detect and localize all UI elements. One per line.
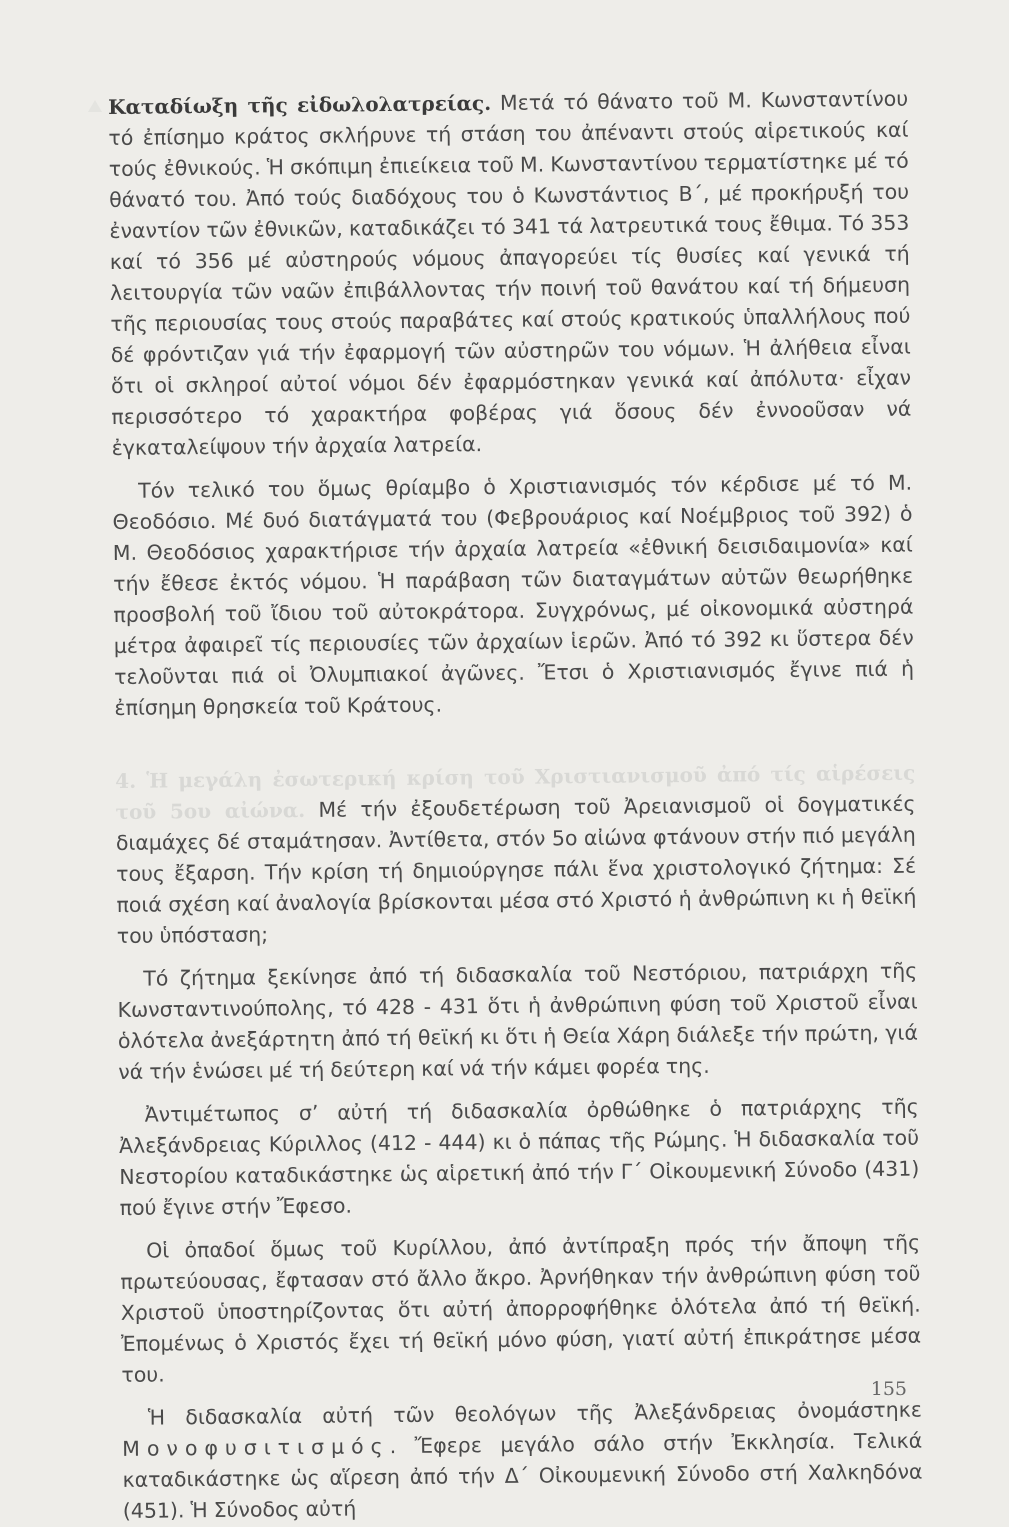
paragraph-text: Μέ τήν ἐξουδετέρωση τοῦ Ἀρειανισμοῦ οἱ δογματικές διαμάχες δέ σταμάτησαν. Ἀντίθετα, στόν 5ο αἰώνα φτάνουν στήν πιό μεγάλη τους ἔξαρση. Τήν κρίση τή δημιούργησε πάλι ἕνα χριστολογικό ζήτημα: Σέ ποιά σχέση καί ἀναλογία βρίσκονται μέσα στό Χριστό ἡ ἀνθρώπινη κι ἡ θεϊκή του ὑπόσταση;	[115, 791, 917, 948]
paragraph-theodosius	[112, 468, 915, 724]
paragraph-monophysitism	[122, 1395, 923, 1527]
spaced-term: Μονοφυσιτισμός	[122, 1434, 390, 1461]
paragraph-text: Οἱ ὀπαδοί ὅμως τοῦ Κυρίλλου, ἀπό ἀντίπραξη πρός τήν ἄποψη τῆς πρωτεύουσας, ἔφτασαν στό ἄλλο ἄκρο. Ἀρνήθηκαν τήν ἀνθρώπινη φύση τοῦ Χριστοῦ ὑποστηρίζοντας ὅτι αὐτή ἀπορροφήθηκε ὁλότελα ἀπό τή θεϊκή. Ἐπομένως ὁ Χριστός ἔχει τή θεϊκή μόνο φύση, γιατί αὐτή ἐπικράτησε μέσα του.	[120, 1230, 922, 1387]
faded-triangle-marker	[88, 100, 102, 112]
page-body	[108, 84, 923, 1527]
paragraph-text: Τό ζήτημα ξεκίνησε ἀπό τή διδασκαλία τοῦ Νεστόριου, πατριάρχη τῆς Κωνσταντινούπολης, τό 428 - 431 ὅτι ἡ ἀνθρώπινη φύση τοῦ Χριστοῦ εἶναι ὁλότελα ἀνεξάρτητη ἀπό τή θεϊκή κι ὅτι ἡ Θεία Χάρη διάλεξε τήν πρώτη, γιά νά τήν ἑνώσει μέ τή δεύτερη καί νά τήν κάμει φορέα της.	[117, 958, 919, 1084]
page-number: 155	[870, 1378, 907, 1400]
paragraph-text: Ἡ διδασκαλία αὐτή τῶν θεολόγων τῆς Ἀλεξάνδρειας ὀνομάστηκε	[147, 1397, 922, 1430]
paragraph-crisis	[115, 758, 917, 952]
paragraph-text: Ἀντιμέτωπος σ’ αὐτή τή διδασκαλία ὀρθώθηκε ὁ πατριάρχης τῆς Ἀλεξάνδρειας Κύριλλος (412 - 444) κι ὁ πάπας τῆς Ρώμης. Ἡ διδασκαλία τοῦ Νεστορίου καταδικάστηκε ὡς αἱρετική ἀπό τήν Γ΄ Οἰκουμενική Σύνοδο (431) πού ἔγινε στήν Ἔφεσο.	[118, 1094, 920, 1220]
paragraph-nestorius	[117, 956, 918, 1088]
section-heading-persecution: Καταδίωξη τῆς εἰδωλολατρείας.	[108, 90, 492, 119]
paragraph-text: . Ἔφερε μεγάλο σάλο στήν Ἐκκλησία. Τελικά καταδικάστηκε ὡς αἵρεση ἀπό τήν Δ΄ Οἰκουμενική Σύνοδο στή Χαλκηδόνα (451). Ἡ Σύνοδος αὐτή	[122, 1428, 923, 1523]
paragraph-followers	[120, 1228, 922, 1391]
paragraph-cyril	[119, 1092, 920, 1224]
paragraph-text: Τόν τελικό του ὅμως θρίαμβο ὁ Χριστιανισμός τόν κέρδισε μέ τό Μ. Θεοδόσιο. Μέ δυό διατάγματά του (Φεβρουάριος καί Νοέμβριος τοῦ 392) ὁ Μ. Θεοδόσιος χαρακτήρισε τήν ἀρχαία λατρεία «ἐθνική δεισιδαιμονία» καί τήν ἔθεσε ἐκτός νόμου. Ἡ παράβαση τῶν διαταγμάτων αὐτῶν θεωρήθηκε προσβολή τοῦ ἴδιου τοῦ αὐτοκράτορα. Συγχρόνως, μέ οἰκονομικά αὐστηρά μέτρα ἀφαιρεῖ τίς περιουσίες τῶν ἀρχαίων ἱερῶν. Ἀπό τό 392 κι ὕστερα δέν τελοῦνται πιά οἱ Ὀλυμπιακοί ἀγῶνες. Ἔτσι ὁ Χριστιανισμός ἔγινε πιά ἡ ἐπίσημη θρησκεία τοῦ Κράτους.	[112, 470, 915, 720]
paragraph-persecution	[108, 84, 912, 464]
paragraph-text: Μετά τό θάνατο τοῦ Μ. Κωνσταντίνου τό ἐπίσημο κράτος σκλήρυνε τή στάση του ἀπέναντι στούς αἱρετικούς καί τούς ἐθνικούς. Ἡ σκόπιμη ἐπιείκεια τοῦ Μ. Κωνσταντίνου τερματίστηκε μέ τό θάνατό του. Ἀπό τούς διαδόχους του ὁ Κωνστάντιος Β΄, μέ προκήρυξή του ἐναντίον τῶν ἐθνικῶν, καταδικάζει τό 341 τά λατρευτικά τους ἔθιμα. Τό 353 καί τό 356 μέ αὐστηρούς νόμους ἀπαγορεύει τίς θυσίες καί γενικά τή λειτουργία τῶν ναῶν ἐπιβάλλοντας τήν ποινή τοῦ θανάτου καί τή δήμευση τῆς περιουσίας τους στούς παραβάτες καί στούς κρατικούς ὑπαλλήλους πού δέ φρόντιζαν γιά τήν ἐφαρμογή τῶν αὐστηρῶν του νόμων. Ἡ ἀλήθεια εἶναι ὅτι οἱ σκληροί αὐτοί νόμοι δέν ἐφαρμόστηκαν γενικά καί ἀπόλυτα· εἶχαν περισσότερο τό χαρακτήρα φοβέρας γιά ὅσους δέν ἐννοοῦσαν νά ἐγκαταλείψουν τήν ἀρχαία λατρεία.	[108, 86, 912, 460]
section-heading-crisis: 4. Ἡ μεγάλη ἐσωτερική κρίση τοῦ Χριστιανισμοῦ ἀπό τίς αἱρέσεις τοῦ 5ου αἰώνα.	[115, 760, 916, 824]
